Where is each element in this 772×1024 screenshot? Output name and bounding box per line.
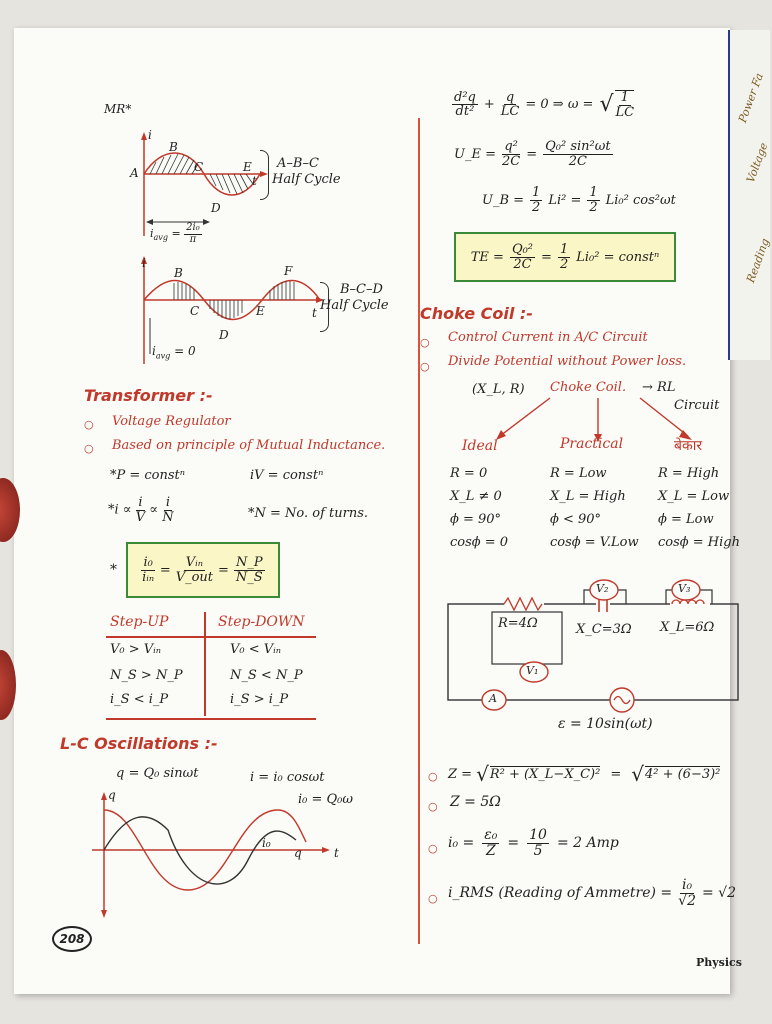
ue-equation: U_E = $\frac{\text{q²}}{2C}$ = $\frac{\text{Q₀² sin²ωt}}{2C}$ bbox=[454, 139, 611, 169]
graph-t-label: t bbox=[334, 846, 339, 860]
choke-center: Choke Coil. bbox=[550, 380, 627, 395]
wave2-b: B bbox=[174, 266, 183, 280]
rl-circuit: Circuit bbox=[674, 398, 720, 413]
q-equation: q = Q₀ sinωt bbox=[116, 766, 199, 781]
impedance-formula: Z = √ R² + (X_L−X_C)² = √ 4² + (6−3)² bbox=[448, 762, 721, 786]
table-cell: V₀ < Vᵢₙ bbox=[230, 642, 282, 657]
brace bbox=[260, 150, 269, 200]
wave1-e: E bbox=[243, 160, 252, 174]
choke-col-practical: Practical bbox=[560, 436, 624, 452]
choke-b2: Divide Potential without Power loss. bbox=[448, 354, 687, 369]
mr-label: MR* bbox=[104, 102, 132, 116]
wave1-label: A–B–C bbox=[277, 156, 319, 171]
wave2-e: E bbox=[256, 304, 265, 318]
graph-i0-label: i₀ bbox=[262, 836, 271, 850]
circuit-emf: ε = 10sin(ωt) bbox=[558, 716, 653, 732]
table-cell: V₀ > Vᵢₙ bbox=[110, 642, 162, 657]
v-const: iV = constⁿ bbox=[250, 468, 324, 483]
wave1-iavg: $i_{avg}$ = $\frac{\text{2i₀}}{\pi}$ bbox=[150, 222, 200, 245]
wave1-d: D bbox=[211, 201, 221, 215]
wave1-label2: Half Cycle bbox=[272, 172, 341, 187]
choke-ideal-values: R = 0 X_L ≠ 0 ϕ = 90° cosϕ = 0 bbox=[450, 466, 509, 550]
transformer-ratio-box: $\frac{\text{i₀}}{\text{iᵢₙ}}$ = $\frac{\text{Vᵢₙ}}{\text{V\_out}}$ = $\frac{N\_P}{N\_S}$ bbox=[126, 542, 280, 598]
table-cell: i_S > i_P bbox=[230, 692, 289, 707]
rl-arrow: → RL bbox=[642, 380, 676, 395]
wave2-i: i bbox=[142, 256, 146, 270]
choke-practical-values: R = Low X_L = High ϕ < 90° cosϕ = V.Low bbox=[550, 466, 639, 550]
table-hline bbox=[106, 636, 316, 638]
table-bottom bbox=[106, 718, 316, 720]
wave2-label: B–C–D bbox=[340, 282, 383, 297]
bullet-icon: ○ bbox=[84, 418, 94, 431]
voltmeter-v2: V₂ bbox=[596, 582, 609, 595]
circuit-xl: X_L=6Ω bbox=[660, 620, 715, 635]
total-energy-box: TE = $\frac{\text{Q₀²}}{2C}$ = $\frac{1}{2}$ Li₀² = constⁿ bbox=[454, 232, 676, 282]
page-number: 208 bbox=[52, 926, 92, 952]
wave2-d: D bbox=[219, 328, 229, 342]
p-const: *P = constⁿ bbox=[110, 468, 186, 483]
choke-col-ideal: Ideal bbox=[462, 438, 498, 454]
transformer-b2: Based on principle of Mutual Inductance. bbox=[112, 438, 386, 453]
wave2-f: F bbox=[284, 264, 293, 278]
table-h1: Step-UP bbox=[110, 614, 169, 630]
choke-b1: Control Current in A/C Circuit bbox=[448, 330, 648, 345]
rms-current: i_RMS (Reading of Ammetre) = $\frac{\text{i₀}}{√2}$ = √2 bbox=[448, 877, 736, 909]
wave2-t: t bbox=[312, 306, 317, 320]
wave2-iavg: $i_{avg} = 0$ bbox=[152, 344, 196, 361]
bullet-icon: ○ bbox=[420, 360, 430, 373]
table-cell: N_S > N_P bbox=[110, 668, 183, 683]
bullet-icon: ○ bbox=[428, 770, 438, 783]
choke-heading: Choke Coil :- bbox=[420, 304, 533, 323]
wave1-i: i bbox=[148, 128, 152, 142]
impedance-value: Z = 5Ω bbox=[450, 794, 501, 810]
ammeter-a: A bbox=[489, 692, 497, 705]
table-h2: Step-DOWN bbox=[218, 614, 305, 630]
voltmeter-v3: V₃ bbox=[678, 582, 691, 595]
footer-physics: Physics bbox=[696, 956, 742, 969]
bullet-icon: ○ bbox=[84, 442, 94, 455]
table-vline bbox=[204, 612, 206, 716]
table-cell: N_S < N_P bbox=[230, 668, 303, 683]
bullet-icon: ○ bbox=[420, 336, 430, 349]
xl-r: (X_L, R) bbox=[472, 382, 525, 397]
lc-oscillation-graph bbox=[88, 790, 350, 920]
wave1-a: A bbox=[130, 166, 139, 180]
ub-equation: U_B = $\frac{1}{2}$ Li² = $\frac{1}{2}$ Li₀² cos²ωt bbox=[482, 185, 676, 215]
choke-useless-values: R = High X_L = Low ϕ = Low cosϕ = High bbox=[658, 466, 740, 550]
wave1-b: B bbox=[169, 140, 178, 154]
box-star: * bbox=[110, 562, 117, 578]
voltmeter-v1: V₁ bbox=[526, 664, 539, 677]
i-proportion: *i ∝ $\frac{i}{V}$ ∝ $\frac{i}{N}$ bbox=[108, 495, 174, 525]
next-page-edge: Power Fa Voltage Reading bbox=[728, 30, 770, 360]
n-definition: *N = No. of turns. bbox=[248, 506, 369, 521]
circuit-r: R=4Ω bbox=[498, 616, 538, 631]
wave1-c: C bbox=[194, 160, 204, 174]
table-cell: i_S < i_P bbox=[110, 692, 169, 707]
circuit-xc: X_C=3Ω bbox=[576, 622, 632, 637]
i-equation: i = i₀ cosωt bbox=[250, 770, 325, 785]
graph-q-label: q bbox=[108, 788, 116, 802]
wave2-label2: Half Cycle bbox=[320, 298, 389, 313]
bullet-icon: ○ bbox=[428, 800, 438, 813]
lc-diff-equation: $\frac{\text{d²q}}{\text{dt²}}$ + $\frac{q}{LC}$ = 0 ⇒ ω = √ $\frac{1}{LC}$ bbox=[454, 89, 635, 120]
lc-heading: L-C Oscillations :- bbox=[60, 734, 218, 753]
transformer-b1: Voltage Regulator bbox=[112, 414, 231, 429]
i0-equation: i₀ = Q₀ω bbox=[298, 792, 353, 807]
transformer-heading: Transformer :- bbox=[84, 386, 213, 405]
bullet-icon: ○ bbox=[428, 892, 438, 905]
column-divider bbox=[418, 118, 420, 944]
graph-q2-label: q bbox=[294, 846, 302, 860]
wave1-t: t bbox=[252, 174, 257, 188]
notebook-page bbox=[14, 28, 742, 994]
wave2-c: C bbox=[190, 304, 200, 318]
bullet-icon: ○ bbox=[428, 842, 438, 855]
choke-col-useless: बेकार bbox=[674, 438, 703, 454]
peak-current: i₀ = $\frac{\text{ε₀}}{Z}$ = $\frac{10}{5}$ = 2 Amp bbox=[448, 827, 619, 859]
